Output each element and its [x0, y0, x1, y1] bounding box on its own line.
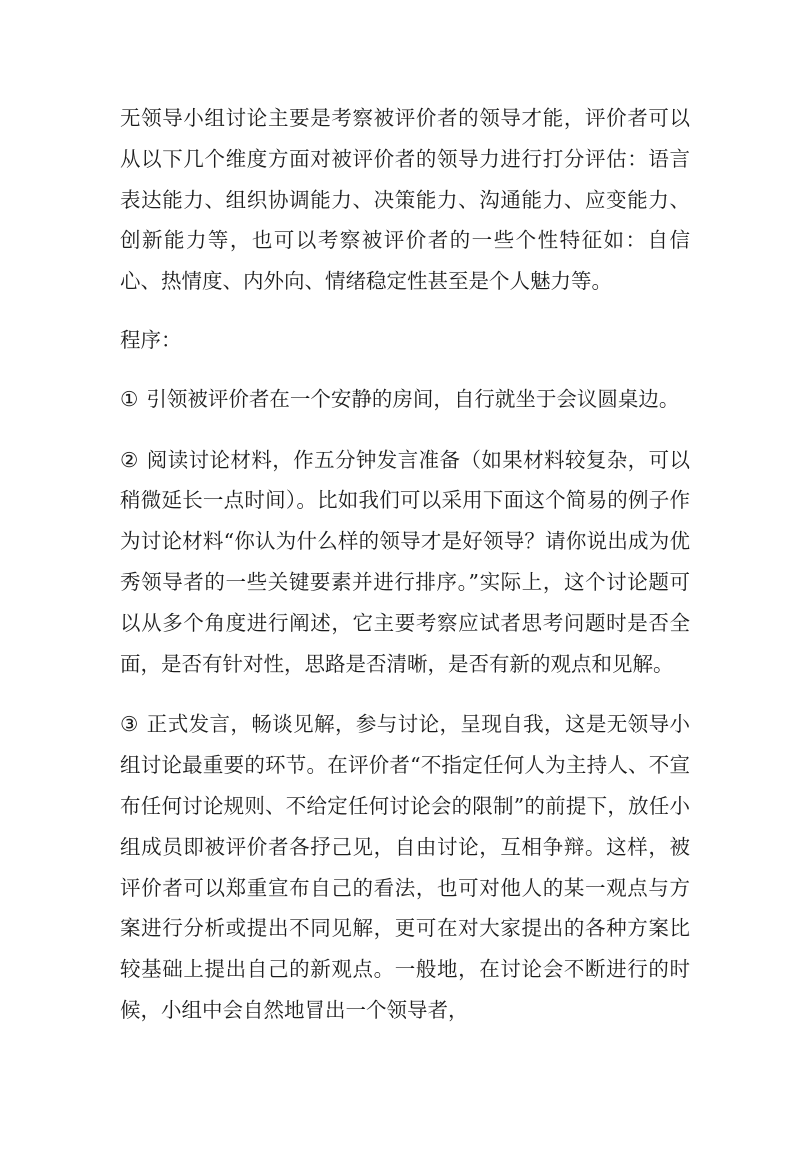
step-marker-3: ③ [120, 712, 139, 737]
step-text-3: 正式发言，畅谈见解，参与讨论，呈现自我，这是无领导小组讨论最重要的环节。在评价者“不指定任何人为主持人、不宣布任何讨论规则、不给定任何讨论会的限制”的前提下，放任小组成员即被评价者各抒己见，自由讨论，互相争辩。这样，被评价者可以郑重宣布自己的看法，也可对他人的某一观点与方案进行分析或提出不同见解，更可在对大家提出的各种方案比较基础上提出自己的新观点。一般地，在讨论会不断进行的时候，小组中会自然地冒出一个领导者， [120, 712, 690, 1022]
procedure-heading: 程序： [120, 327, 182, 352]
step-text-1: 引领被评价者在一个安静的房间，自行就坐于会议圆桌边。 [146, 386, 680, 411]
step-paragraph-3 [120, 704, 690, 1030]
step-text-2: 阅读讨论材料，作五分钟发言准备（如果材料较复杂，可以稍微延长一点时间）。比如我们可以采用下面这个简易的例子作为讨论材料“你认为什么样的领导才是好领导？请你说出成为优秀领导者的一些关键要素并进行排序。”实际上，这个讨论题可以从多个角度进行阐述，它主要考察应试者思考问题时是否全面，是否有针对性，思路是否清晰，是否有新的观点和见解。 [120, 447, 690, 676]
intro-paragraph: 无领导小组讨论主要是考察被评价者的领导才能，评价者可以从以下几个维度方面对被评价者的领导力进行打分评估：语言表达能力、组织协调能力、决策能力、沟通能力、应变能力、创新能力等，也可以考察被评价者的一些个性特征如：自信心、热情度、内外向、情绪稳定性甚至是个人魅力等。 [120, 106, 690, 294]
step-marker-1: ① [120, 386, 139, 411]
step-marker-2: ② [120, 447, 139, 472]
step-paragraph-2 [120, 440, 690, 685]
step-paragraph-1 [120, 379, 690, 420]
document-body [120, 98, 690, 1031]
